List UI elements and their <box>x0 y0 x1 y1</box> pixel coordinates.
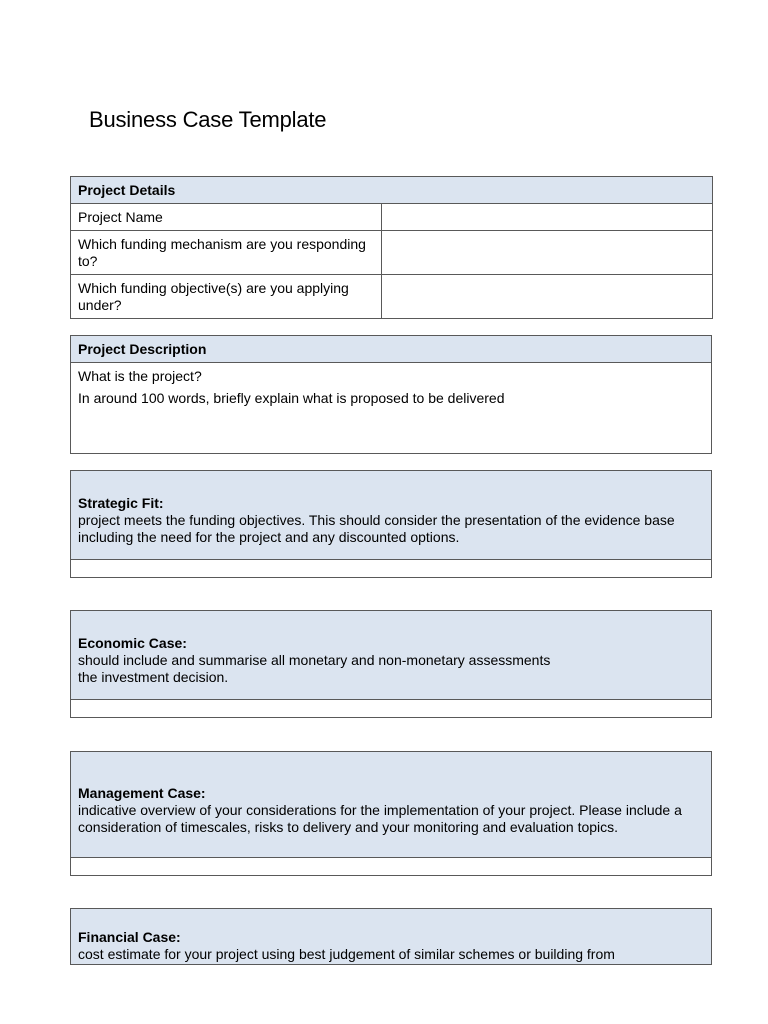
strategic-fit-body: project meets the funding objectives. This should consider the presentation of the evidence base including the need for the project and any discounted options. <box>78 511 675 545</box>
funding-objective-label: Which funding objective(s) are you applying under? <box>71 275 382 319</box>
project-description-heading: Project Description <box>71 336 712 363</box>
management-case-prompt <box>71 752 712 858</box>
strategic-fit-table <box>70 470 712 578</box>
project-description-table <box>70 335 712 454</box>
project-name-field[interactable] <box>382 204 713 231</box>
page-title: Business Case Template <box>89 107 327 132</box>
project-description-field[interactable] <box>71 363 712 454</box>
economic-case-prompt <box>71 611 712 700</box>
funding-objective-field[interactable] <box>382 275 713 319</box>
economic-case-answer-field[interactable] <box>71 700 712 718</box>
strategic-fit-prompt <box>71 471 712 560</box>
management-case-answer-field[interactable] <box>71 858 712 876</box>
project-name-label: Project Name <box>71 204 382 231</box>
funding-mechanism-field[interactable] <box>382 231 713 275</box>
project-details-table <box>70 176 713 319</box>
management-case-table <box>70 751 712 876</box>
management-case-body: indicative overview of your considerations for the implementation of your project. Please include a consideration of timescales, risks to delivery and your monitoring and evaluation topics. <box>78 802 682 835</box>
project-description-question: What is the project? <box>78 368 202 384</box>
management-case-heading: Management Case: <box>78 785 206 801</box>
strategic-fit-answer-field[interactable] <box>71 560 712 578</box>
economic-case-body-line2: the investment decision. <box>78 668 229 685</box>
strategic-fit-heading: Strategic Fit: <box>78 494 164 511</box>
funding-mechanism-label: Which funding mechanism are you responding to? <box>71 231 382 275</box>
economic-case-table <box>70 610 712 718</box>
economic-case-heading: Economic Case: <box>78 634 187 651</box>
project-description-guidance: In around 100 words, briefly explain what is proposed to be delivered <box>78 390 505 406</box>
financial-case-heading: Financial Case: <box>78 929 181 945</box>
economic-case-body-line1: should include and summarise all monetary and non-monetary assessments <box>78 651 551 668</box>
financial-case-table <box>70 908 712 965</box>
project-details-heading: Project Details <box>71 177 713 204</box>
financial-case-prompt <box>71 909 712 965</box>
financial-case-body: cost estimate for your project using best judgement of similar schemes or building from <box>78 946 615 962</box>
